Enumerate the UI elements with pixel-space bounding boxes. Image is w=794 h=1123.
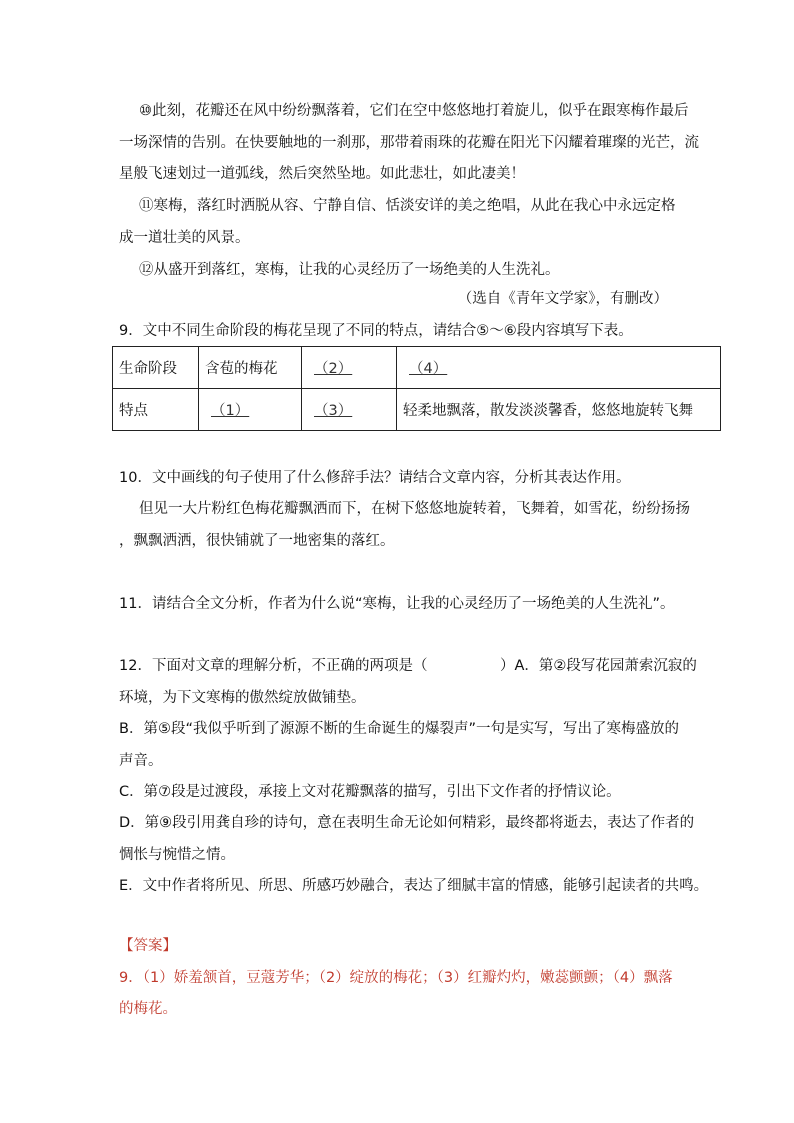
table-cell-blank-3[interactable] — [302, 389, 397, 431]
question-12-line-2: 环境，为下文寒梅的傲然绽放做铺垫。 — [119, 690, 366, 706]
answer-label: 【答案】 — [119, 938, 177, 954]
blank-1: （1） — [211, 403, 250, 419]
option-d-line-2: 惆怅与惋惜之情。 — [119, 847, 235, 863]
blank-4: （4） — [409, 361, 448, 377]
stage-feature-table — [112, 346, 721, 431]
question-10-quote-line-2: ，飘飘洒洒，很快铺就了一地密集的落红。 — [119, 533, 395, 549]
question-11: 11．请结合全文分析，作者为什么说“寒梅，让我的心灵经历了一场绝美的人生洗礼”。 — [119, 596, 675, 612]
blank-3: （3） — [314, 403, 353, 419]
answer-line-1: 9．（1）娇羞颔首，豆蔻芳华；（2）绽放的梅花；（3）红瓣灼灼，嫩蕊颤颤；（4）飘落 — [119, 970, 673, 986]
table-cell-blank-4[interactable] — [397, 347, 721, 389]
option-c: C．第⑦段是过渡段，承接上文对花瓣飘落的描写，引出下文作者的抒情议论。 — [119, 784, 621, 800]
table-row — [113, 389, 721, 431]
paragraph-10-line-3: 星般飞速划过一道弧线，然后突然坠地。如此悲壮，如此凄美！ — [119, 166, 525, 182]
option-d-line-1: D．第⑨段引用龚自珍的诗句，意在表明生命无论如何精彩，最终都将逝去，表达了作者的 — [119, 815, 695, 831]
question-10: 10．文中画线的句子使用了什么修辞手法？请结合文章内容，分析其表达作用。 — [119, 470, 631, 486]
table-cell-stage-header: 生命阶段 — [113, 347, 199, 389]
question-9: 9．文中不同生命阶段的梅花呈现了不同的特点，请结合⑤～⑥段内容填写下表。 — [119, 323, 633, 339]
table-cell-bud: 含苞的梅花 — [199, 347, 302, 389]
table-row — [113, 347, 721, 389]
option-b-line-2: 声音。 — [119, 753, 163, 769]
blank-2: （2） — [314, 361, 353, 377]
paragraph-10-line-1: ⑩此刻，花瓣还在风中纷纷飘落着，它们在空中悠悠地打着旋儿，似乎在跟寒梅作最后 — [139, 103, 689, 119]
table-cell-blank-2[interactable] — [302, 347, 397, 389]
paragraph-12: ⑫从盛开到落红，寒梅，让我的心灵经历了一场绝美的人生洗礼。 — [139, 262, 560, 278]
paragraph-11-line-2: 成一道壮美的风景。 — [119, 230, 250, 246]
table-cell-feature-header: 特点 — [113, 389, 199, 431]
source-citation: （选自《青年文学家》，有删改） — [457, 291, 668, 307]
table-cell-blank-1[interactable] — [199, 389, 302, 431]
question-10-quote-line-1: 但见一大片粉红色梅花瓣飘洒而下，在树下悠悠地旋转着，飞舞着，如雪花，纷纷扬扬 — [139, 501, 690, 517]
table-cell-falling-feature: 轻柔地飘落，散发淡淡馨香，悠悠地旋转飞舞 — [397, 389, 721, 431]
paragraph-11-line-1: ⑪寒梅，落红时洒脱从容、宁静自信、恬淡安详的美之绝唱，从此在我心中永远定格 — [139, 198, 676, 214]
paragraph-10-line-2: 一场深情的告别。在快要触地的一刹那，那带着雨珠的花瓣在阳光下闪耀着璀璨的光芒，流 — [119, 135, 699, 151]
question-12-line-1: 12．下面对文章的理解分析，不正确的两项是（ ）A．第②段写花园萧索沉寂的 — [119, 658, 697, 674]
option-e: E．文中作者将所见、所思、所感巧妙融合，表达了细腻丰富的情感，能够引起读者的共鸣。 — [119, 878, 709, 894]
answer-line-2: 的梅花。 — [119, 1001, 177, 1017]
option-b-line-1: B．第⑤段“我似乎听到了源源不断的生命诞生的爆裂声”一句是实写，写出了寒梅盛放的 — [119, 721, 679, 737]
